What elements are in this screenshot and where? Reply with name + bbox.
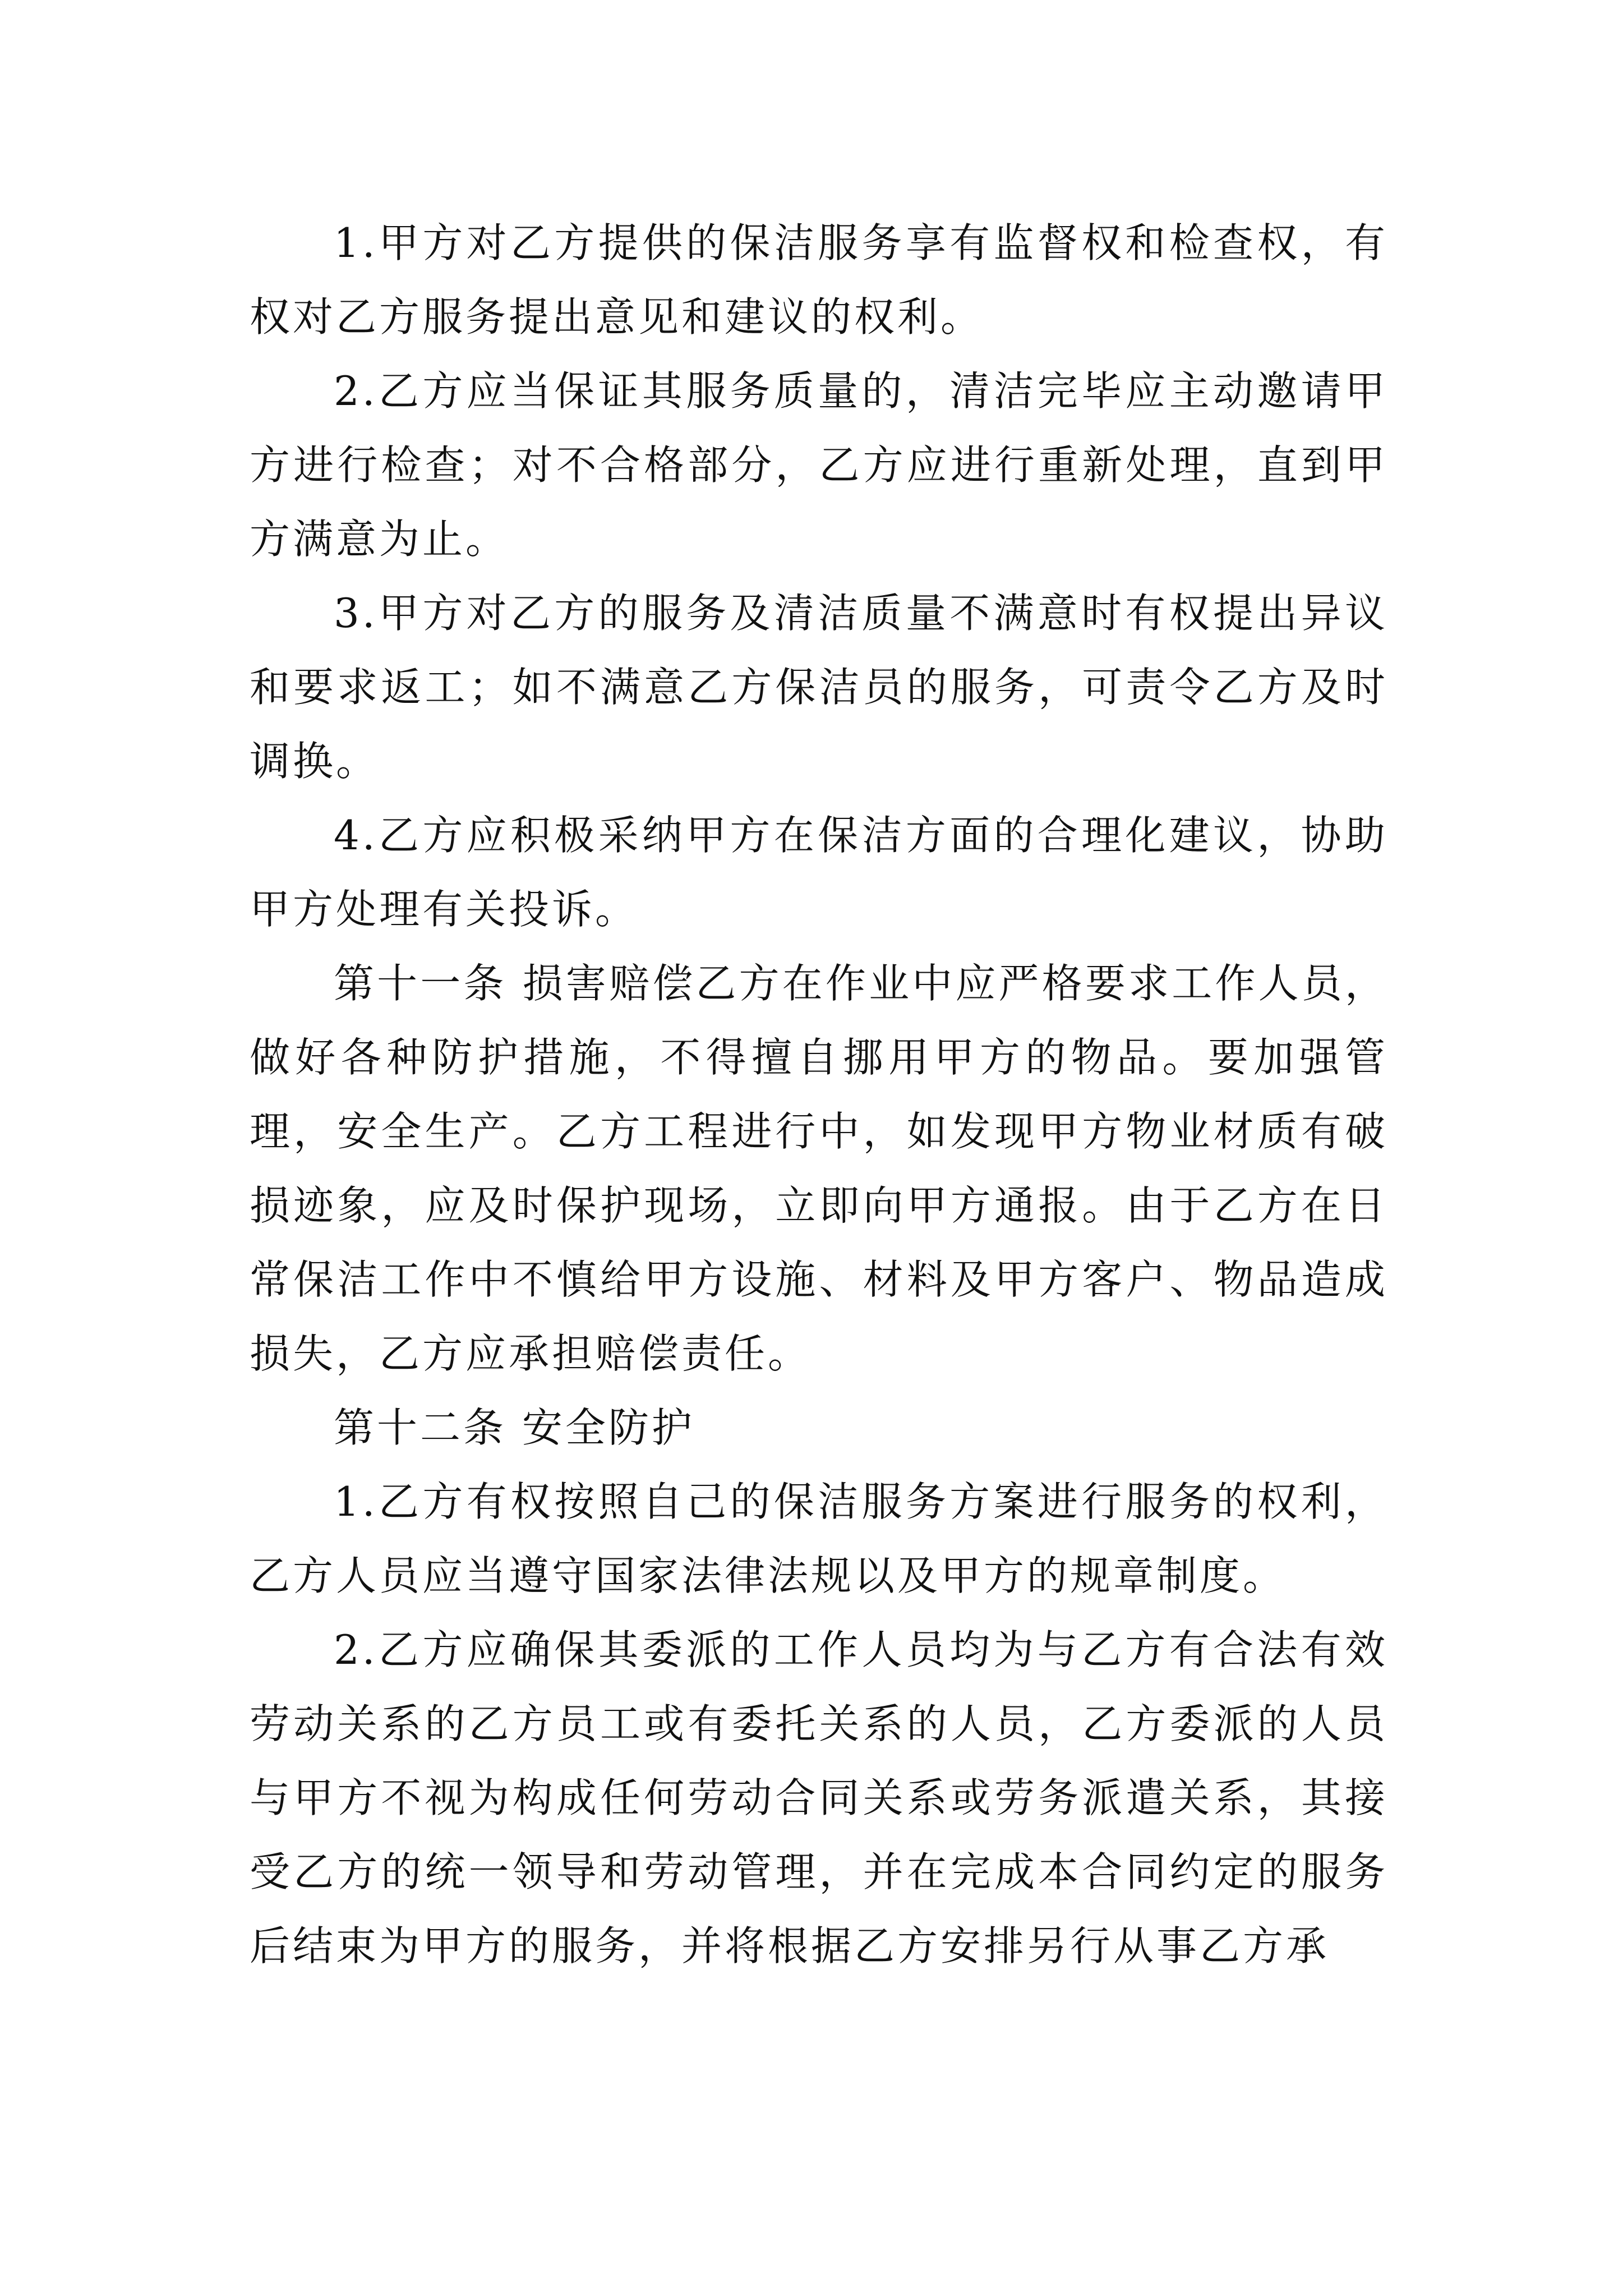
article-12-heading: 第十二条 安全防护 — [334, 1404, 695, 1451]
article-12-item-2: 2.乙方应确保其委派的工作人员均为与乙方有合法有效劳动关系的乙方员工或有委托关系的人员，乙方委派的人员与甲方不视为构成任何劳动合同关系或劳务派遣关系，其接受乙方的统一领导和劳动管理，并在完成本合同约定的服务后结束为甲方的服务，并将根据乙方安排另行从事乙方承 — [250, 1626, 1388, 1970]
article-11-paragraph: 第十一条 损害赔偿乙方在作业中应严格要求工作人员，做好各种防护措施，不得擅自挪用甲方的物品。要加强管理，安全生产。乙方工程进行中，如发现甲方物业材质有破损迹象，应及时保护现场，立即向甲方通报。由于乙方在日常保洁工作中不慎给甲方设施、材料及甲方客户、物品造成损失，乙方应承担赔偿责任。 — [250, 960, 1388, 1377]
clause-paragraph-3: 3.甲方对乙方的服务及清洁质量不满意时有权提出异议和要求返工；如不满意乙方保洁员的服务，可责令乙方及时调换。 — [250, 590, 1388, 785]
clause-paragraph-1: 1.甲方对乙方提供的保洁服务享有监督权和检查权，有权对乙方服务提出意见和建议的权利。 — [250, 219, 1388, 341]
clause-paragraph-4: 4.乙方应积极采纳甲方在保洁方面的合理化建议，协助甲方处理有关投诉。 — [250, 812, 1388, 933]
document-body — [250, 206, 1388, 1983]
clause-paragraph-2: 2.乙方应当保证其服务质量的，清洁完毕应主动邀请甲方进行检查；对不合格部分，乙方应进行重新处理，直到甲方满意为止。 — [250, 367, 1388, 563]
article-12-item-1: 1.乙方有权按照自己的保洁服务方案进行服务的权利，乙方人员应当遵守国家法律法规以及甲方的规章制度。 — [250, 1478, 1388, 1599]
